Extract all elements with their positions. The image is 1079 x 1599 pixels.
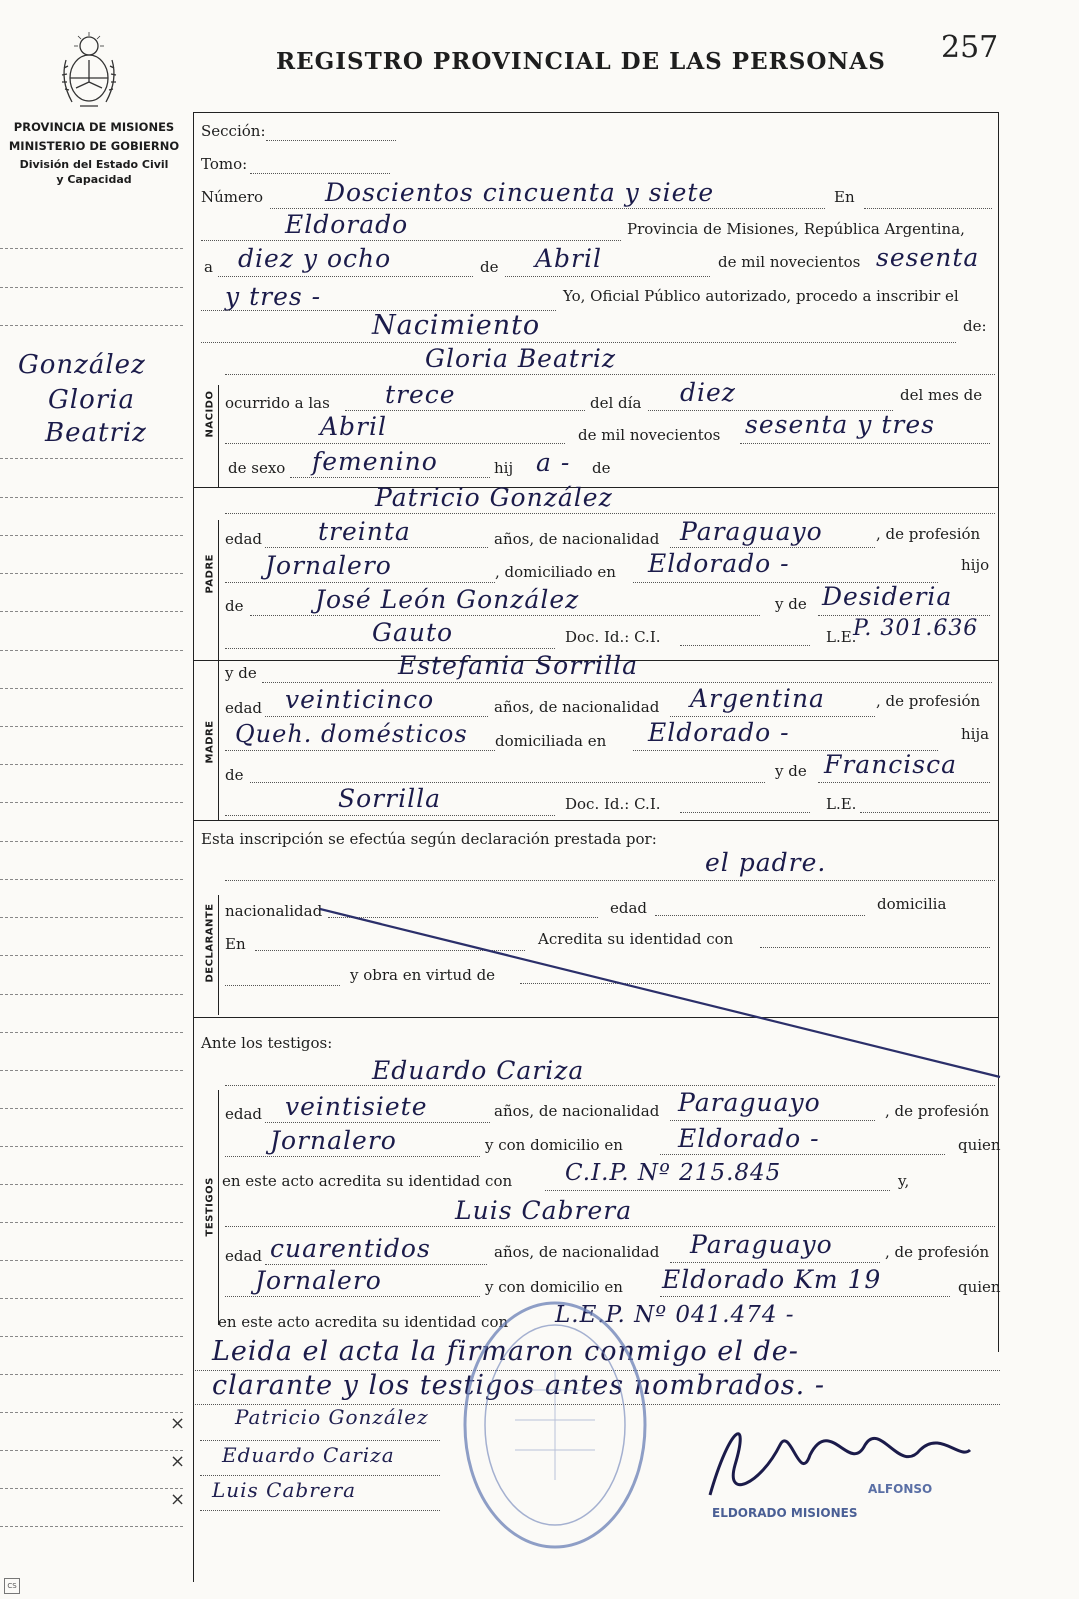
testigo1-edad: veintisiete <box>285 1092 428 1121</box>
label-de-mil: de mil novecientos <box>718 253 861 271</box>
margin-note-surname: González <box>18 350 146 380</box>
margin-note-name: Gloria <box>48 385 135 415</box>
label-edad-decl: edad <box>610 899 648 917</box>
label-con-domicilio-t1: y con domicilio en <box>485 1136 623 1154</box>
testigo2-profesion: Jornalero <box>255 1266 382 1295</box>
page-number: 257 <box>941 30 999 65</box>
entry-mes: Abril <box>535 244 602 273</box>
entry-lugar: Eldorado <box>285 210 409 239</box>
label-en-decl: En <box>225 935 246 953</box>
section-label-testigos: TESTIGOS <box>204 1177 216 1237</box>
padre-profesion: Jornalero <box>265 551 392 580</box>
firma-testigo-2: Luis Cabrera <box>212 1478 357 1502</box>
padre-nombre: Patricio González <box>375 483 613 512</box>
label-doc-id-padre: Doc. Id.: C.I. <box>565 628 661 646</box>
label-ocurrido: ocurrido a las <box>225 394 330 412</box>
label-anos-nac-padre: años, de nacionalidad <box>494 530 660 548</box>
testigo2-domicilio: Eldorado Km 19 <box>662 1265 882 1294</box>
label-profesion-t2: , de profesión <box>885 1243 990 1261</box>
section-label-madre: MADRE <box>204 720 216 764</box>
padre-padre: José León González <box>315 585 580 614</box>
madre-profesion: Queh. domésticos <box>235 720 468 748</box>
entry-anio-nac: sesenta y tres <box>745 410 935 439</box>
madre-madre-1: Francisca <box>824 750 958 779</box>
label-y-de-madre2: y de <box>775 762 807 780</box>
testigo1-documento: C.I.P. Nº 215.845 <box>565 1160 782 1186</box>
issuer-block <box>4 118 184 186</box>
madre-domicilio: Eldorado - <box>648 718 790 747</box>
label-hija: hija <box>961 725 990 743</box>
label-de-madre-madre: de <box>225 766 244 784</box>
division-label-2: y Capacidad <box>56 173 132 186</box>
label-acredita-t1: en este acto acredita su identidad con <box>222 1172 513 1190</box>
testigo1-domicilio: Eldorado - <box>678 1124 820 1153</box>
label-de-sexo: de sexo <box>228 459 286 477</box>
declarante-quien: el padre. <box>705 848 827 877</box>
label-tomo: Tomo: <box>201 155 248 173</box>
label-en: En <box>834 188 855 206</box>
label-quien-t2: quien <box>958 1278 1001 1296</box>
cierre-linea-1: Leida el acta la firmaron conmigo el de- <box>212 1336 799 1367</box>
scanner-logo-text: CS <box>7 1582 17 1590</box>
label-de-mes: de <box>480 258 499 276</box>
label-de-mil-nov: de mil novecientos <box>578 426 721 444</box>
firma-padre: Patricio González <box>235 1405 429 1429</box>
label-numero: Número <box>201 188 264 206</box>
entry-anio-1: sesenta <box>876 243 980 272</box>
label-acredita: Acredita su identidad con <box>538 930 734 948</box>
label-domiciliado: , domiciliado en <box>495 563 616 581</box>
scanner-logo-icon <box>4 1578 20 1594</box>
firma-testigo-1: Eduardo Cariza <box>222 1443 395 1467</box>
label-seccion: Sección: <box>201 122 266 140</box>
label-nacionalidad-decl: nacionalidad <box>225 902 323 920</box>
testigo2-documento: L.E.P. Nº 041.474 - <box>555 1302 795 1328</box>
label-de-colon: de: <box>963 317 987 335</box>
label-profesion-padre: , de profesión <box>876 525 981 543</box>
testigo1-profesion: Jornalero <box>270 1126 397 1155</box>
label-del-mes: del mes de <box>900 386 983 404</box>
entry-sexo: femenino <box>312 447 438 476</box>
testigo2-nombre: Luis Cabrera <box>455 1196 633 1225</box>
madre-nacionalidad: Argentina <box>690 684 825 713</box>
entry-tipo: Nacimiento <box>372 310 541 341</box>
frame-left-border <box>193 112 194 1582</box>
padre-madre-1: Desideria <box>822 582 953 611</box>
official-seal-stamp <box>455 1290 655 1560</box>
madre-edad: veinticinco <box>285 685 435 714</box>
entry-mes-nac: Abril <box>320 412 387 441</box>
padre-le: P. 301.636 <box>853 616 979 641</box>
label-hijo: hijo <box>961 556 990 574</box>
entry-hij-suffix: a - <box>536 448 571 477</box>
entry-hora: trece <box>385 380 456 409</box>
label-profesion-t1: , de profesión <box>885 1102 990 1120</box>
label-edad-t1: edad <box>225 1105 263 1123</box>
label-hij: hij <box>494 459 514 477</box>
padre-madre-2: Gauto <box>372 618 454 647</box>
entry-anio-2: y tres - <box>225 282 322 311</box>
padre-nacionalidad: Paraguayo <box>680 517 823 546</box>
label-inscripcion: Esta inscripción se efectúa según declaración prestada por: <box>201 830 657 848</box>
officer-signature <box>690 1405 980 1515</box>
testigo1-nacionalidad: Paraguayo <box>678 1088 821 1117</box>
entry-numero: Doscientos cincuenta y siete <box>325 178 715 207</box>
label-quien-t1: quien <box>958 1136 1001 1154</box>
padre-domicilio: Eldorado - <box>648 549 790 578</box>
label-obra: y obra en virtud de <box>350 966 496 984</box>
label-domicilia: domicilia <box>877 895 947 913</box>
label-anos-nac-t2: años, de nacionalidad <box>494 1243 660 1261</box>
coat-of-arms-icon <box>58 30 120 112</box>
madre-nombre: Estefania Sorrilla <box>398 651 638 680</box>
signature-marks: × × × <box>170 1413 186 1510</box>
label-edad-madre: edad <box>225 699 263 717</box>
label-profesion-madre: , de profesión <box>876 692 981 710</box>
testigo2-nacionalidad: Paraguayo <box>690 1230 833 1259</box>
page-title: REGISTRO PROVINCIAL DE LAS PERSONAS <box>276 48 886 75</box>
margin-note-name2: Beatriz <box>45 418 147 448</box>
label-con-domicilio-t2: y con domicilio en <box>485 1278 623 1296</box>
label-del-dia: del día <box>590 394 642 412</box>
label-de-padre-padre: de <box>225 597 244 615</box>
division-label: División del Estado Civil <box>19 158 169 171</box>
label-yo-oficial: Yo, Oficial Público autorizado, procedo a inscribir el <box>563 287 959 305</box>
label-le-padre: L.E. <box>826 628 857 646</box>
label-anos-nac-madre: años, de nacionalidad <box>494 698 660 716</box>
label-y-de-padre: y de <box>775 595 807 613</box>
label-testigos: Ante los testigos: <box>201 1034 333 1052</box>
section-label-nacido: NACIDO <box>204 390 216 438</box>
label-domiciliada: domiciliada en <box>495 732 607 750</box>
label-le-madre: L.E. <box>826 795 857 813</box>
section-label-declarante: DECLARANTE <box>204 903 216 983</box>
testigo1-nombre: Eduardo Cariza <box>372 1056 585 1085</box>
ministry-label: MINISTERIO DE GOBIERNO <box>8 139 180 153</box>
officer-stamp-line-1: ALFONSO <box>868 1482 933 1496</box>
frame-top-border <box>193 112 999 113</box>
label-anos-nac-t1: años, de nacionalidad <box>494 1102 660 1120</box>
province-label: PROVINCIA DE MISIONES <box>13 120 175 134</box>
label-y-comma: y, <box>898 1172 910 1190</box>
label-doc-id-madre: Doc. Id.: C.I. <box>565 795 661 813</box>
frame-right-border <box>998 112 999 1352</box>
section-label-padre: PADRE <box>204 554 216 594</box>
padre-edad: treinta <box>318 517 411 546</box>
entry-dia-nac: diez <box>680 378 736 407</box>
label-y-de-madre: y de <box>225 664 257 682</box>
label-acredita-t2: en este acto acredita su identidad con <box>218 1313 509 1331</box>
testigo2-edad: cuarentidos <box>270 1234 431 1263</box>
label-edad-t2: edad <box>225 1247 263 1265</box>
label-a: a <box>204 258 213 276</box>
entry-nombre: Gloria Beatriz <box>425 344 617 373</box>
label-provincia: Provincia de Misiones, República Argentina, <box>627 220 965 238</box>
madre-madre-2: Sorrilla <box>338 784 441 813</box>
officer-stamp-line-2: ELDORADO MISIONES <box>712 1506 858 1520</box>
label-de-sexo-de: de <box>592 459 611 477</box>
cierre-linea-2: clarante y los testigos antes nombrados. - <box>212 1370 825 1401</box>
label-edad-padre: edad <box>225 530 263 548</box>
entry-dia: diez y ocho <box>238 244 392 273</box>
